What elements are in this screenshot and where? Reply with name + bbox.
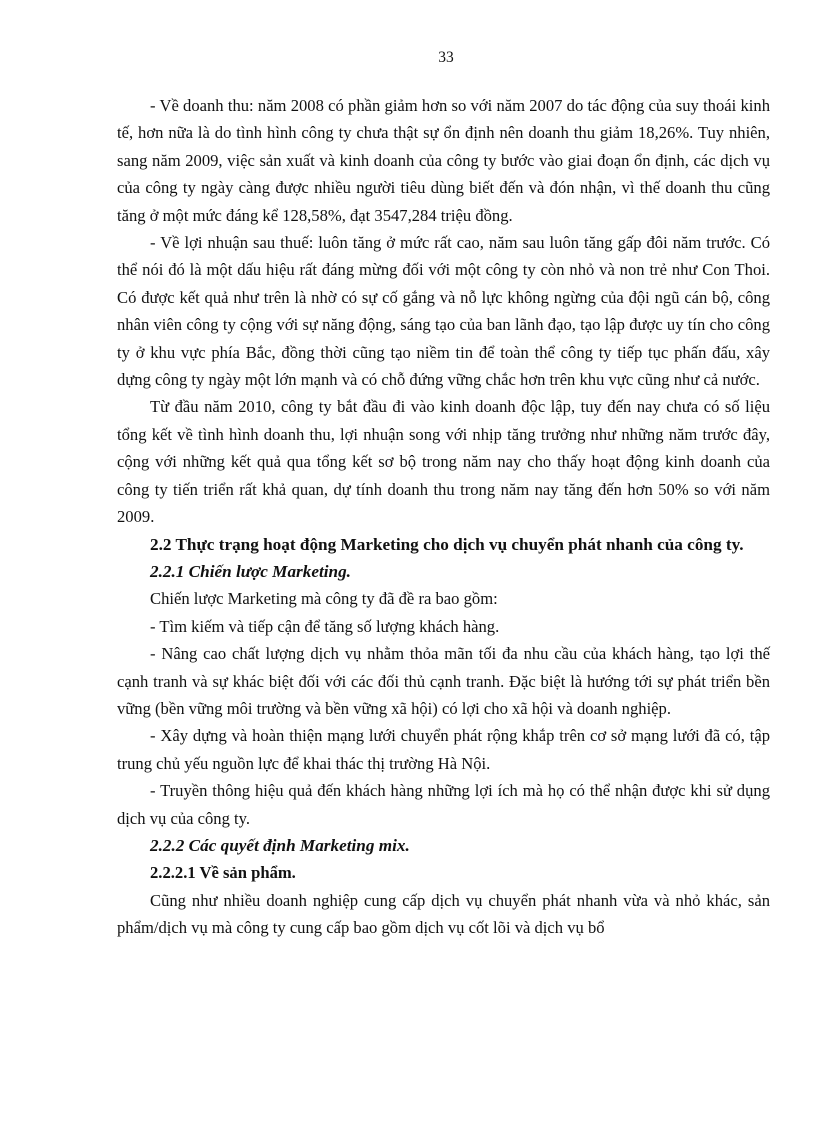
list-item-strategy-4: - Truyền thông hiệu quả đến khách hàng những lợi ích mà họ có thể nhận được khi sử dụng dịch vụ của công ty.	[117, 781, 770, 828]
page-number: 33	[438, 49, 454, 66]
subsection-heading-2-2-1: 2.2.1 Chiến lược Marketing.	[150, 561, 351, 581]
page-body	[117, 92, 770, 942]
subsection-heading-2-2-2: 2.2.2 Các quyết định Marketing mix.	[150, 835, 410, 855]
paragraph-product: Cũng như nhiều doanh nghiệp cung cấp dịch vụ chuyển phát nhanh vừa và nhỏ khác, sản phẩm/dịch vụ mà công ty cung cấp bao gồm dịch vụ cốt lõi và dịch vụ bổ	[117, 890, 770, 938]
list-item-strategy-3: - Xây dựng và hoàn thiện mạng lưới chuyển phát rộng khắp trên cơ sở mạng lưới đã có, tập trung chủ yếu nguồn lực để khai thác thị trường Hà Nội.	[117, 726, 770, 773]
paragraph-profit: - Về lợi nhuận sau thuế: luôn tăng ở mức rất cao, năm sau luôn tăng gấp đôi năm trước. Có thể nói đó là một dấu hiệu rất đáng mừng đối với một công ty còn nhỏ và non trẻ như Con Thoi. Có được kết quả như trên là nhờ có sự cố gắng và nỗ lực không ngừng của đội ngũ cán bộ, công nhân viên công ty cộng với sự năng động, sáng tạo của ban lãnh đạo, tạo lập được uy tín cho công ty ở khu vực phía Bắc, đồng thời cũng tạo niềm tin để toàn thể công ty tiếp tục phấn đấu, xây dựng công ty ngày một lớn mạnh và có chỗ đứng vững chắc hơn trên khu vực cũng như cả nước.	[117, 233, 770, 390]
paragraph-revenue: - Về doanh thu: năm 2008 có phần giảm hơn so với năm 2007 do tác động của suy thoái kinh tế, hơn nữa là do tình hình công ty chưa thật sự ổn định nên doanh thu giảm 18,26%. Tuy nhiên, sang năm 2009, việc sản xuất và kinh doanh của công ty bước vào giai đoạn ổn định, các dịch vụ của công ty ngày càng được nhiều người tiêu dùng biết đến và đón nhận, vì thế doanh thu cũng tăng ở một mức đáng kể 128,58%, đạt 3547,284 triệu đồng.	[117, 96, 770, 225]
paragraph-strategy-intro: Chiến lược Marketing mà công ty đã đề ra bao gồm:	[150, 589, 498, 609]
paragraph-2010-outlook: Từ đầu năm 2010, công ty bắt đầu đi vào kinh doanh độc lập, tuy đến nay chưa có số liệu tổng kết về tình hình doanh thu, lợi nhuận song với nhịp tăng trưởng như những năm trước đây, cộng với những kết quả qua tổng kết sơ bộ trong năm nay cho thấy hoạt động kinh doanh của công ty tiến triển rất khả quan, dự tính doanh thu trong năm nay tăng đến hơn 50% so với năm 2009.	[117, 397, 770, 527]
section-heading-2-2: 2.2 Thực trạng hoạt động Marketing cho dịch vụ chuyển phát nhanh của công ty.	[150, 534, 744, 554]
list-item-strategy-2: - Nâng cao chất lượng dịch vụ nhằm thỏa mãn tối đa nhu cầu của khách hàng, tạo lợi thế cạnh tranh và sự khác biệt đối với các đối thủ cạnh tranh. Đặc biệt là hướng tới sự phát triển bền vững (bền vững môi trường và bền vững xã hội) có lợi cho xã hội và doanh nghiệp.	[117, 644, 770, 718]
list-item-strategy-1: - Tìm kiếm và tiếp cận để tăng số lượng khách hàng.	[150, 616, 500, 636]
subsubsection-heading-2-2-2-1: 2.2.2.1 Về sản phẩm.	[150, 863, 296, 883]
